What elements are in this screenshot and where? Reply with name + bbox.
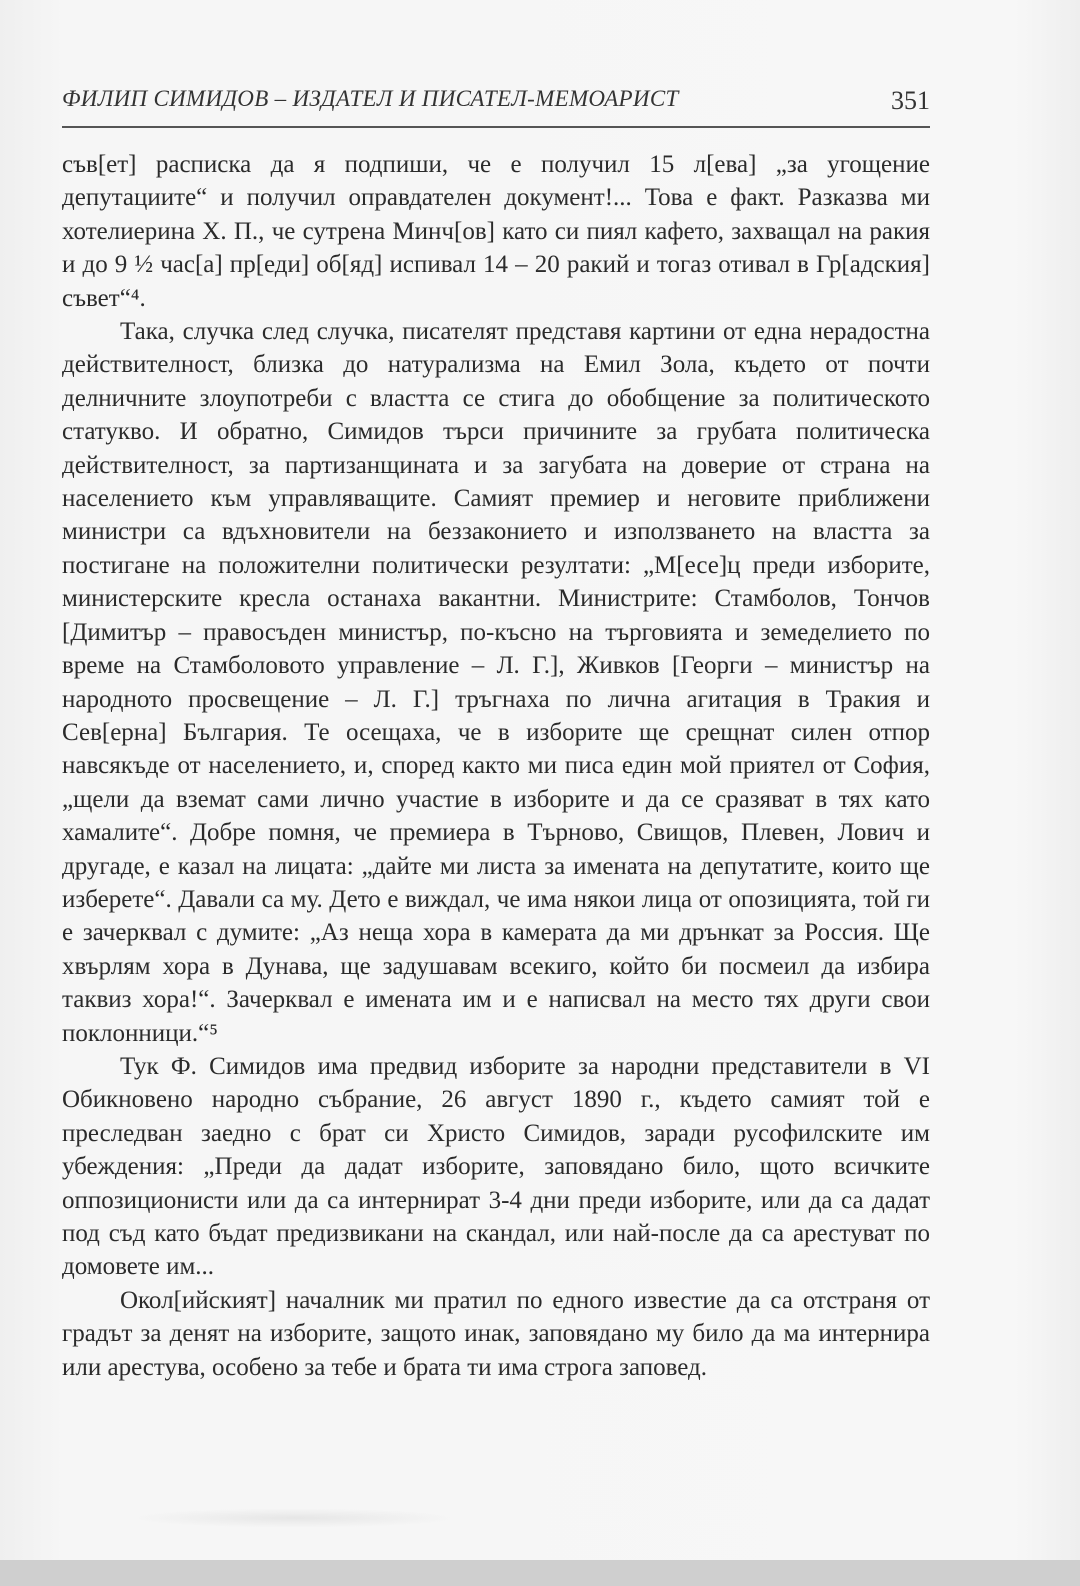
running-title: ФИЛИП СИМИДОВ – ИЗДАТЕЛ И ПИСАТЕЛ-МЕМОАРИСТ — [62, 86, 679, 111]
scan-bottom-edge — [0, 1560, 1080, 1586]
body-text — [62, 148, 930, 1384]
running-header — [62, 86, 930, 128]
paragraph-1: съв[ет] расписка да я подпиши, че е получил 15 л[ева] „за угощение депутациите“ и получил оправдателен документ!... Това е факт. Разказва ми хотелиерина Х. П., че сутрена Минч[ов] като си пиял кафето, захващал на ракия и до 9 ½ час[а] пр[еди] об[яд] испивал 14 – 20 ракий и тогаз отивал в Гр[адския] съвет“⁴. — [62, 151, 930, 312]
page-number: 351 — [891, 86, 930, 115]
scan-smudge — [130, 1508, 460, 1528]
paragraph-3: Тук Ф. Симидов има предвид изборите за народни представители в VI Обикновено народно събрание, 26 август 1890 г., където самият той е преследван заедно с брат си Христо Симидов, заради русофилските им убеждения: „Преди да дадат изборите, заповядано било, щото всичките оппозиционисти или да са интернират 3-4 дни преди изборите, или да са дадат под съд като бъдат предизвикани на скандал, или най-после да са арестуват по домовете им... — [62, 1052, 930, 1281]
paragraph-2: Така, случка след случка, писателят представя картини от една нерадостна действителност, близка до натурализма на Емил Зола, където от почти делничните злоупотреби с властта се стига до обобщение за политическото статукво. И обратно, Симидов търси причините за грубата политическа действителност, за партизанщината и за загубата на доверие от страна на населението към управляващите. Самият премиер и неговите приближени министри са вдъхновители на беззаконието и използването на властта за постигане на положителни политически резултати: „М[есе]ц преди изборите, министерските кресла останаха вакантни. Министрите: Стамболов, Тончов [Димитър – правосъден министър, по-късно на търговията и земеделието по време на Стамболовото управление – Л. Г.], Живков [Георги – министър на народното просвещение – Л. Г.] тръгнаха по лична агитация в Тракия и Сев[ерна] България. Те осещаха, че в изборите ще срещнат силен отпор навсякъде от населението, и, според както ми писа един мой приятел от София, „щели да вземат сами лично участие в изборите и да се сразяват в тях като хамалите“. Добре помня, че премиера в Търново, Свищов, Плевен, Лович и другаде, е казал на лицата: „дайте ми листа за имената на депутатите, които ще изберете“. Давали са му. Дето е виждал, че има някои лица от опозицията, той ги е зачерквал с думите: „Аз неща хора в камерата да ми дрънкат за Россия. Ще хвърлям хора в Дунава, ще задушавам всекиго, който би посмеил да избира таквиз хора!“. Зачерквал е имената им и е написвал на место тях други свои поклонници.“⁵ — [62, 318, 930, 1047]
paragraph-4: Окол[ийският] началник ми пратил по едного известие да са отстраня от градът за денят на изборите, защото инак, заповядано му било да ма интернира или арестува, особено за тебе и брата ти има строга заповед. — [62, 1286, 930, 1381]
